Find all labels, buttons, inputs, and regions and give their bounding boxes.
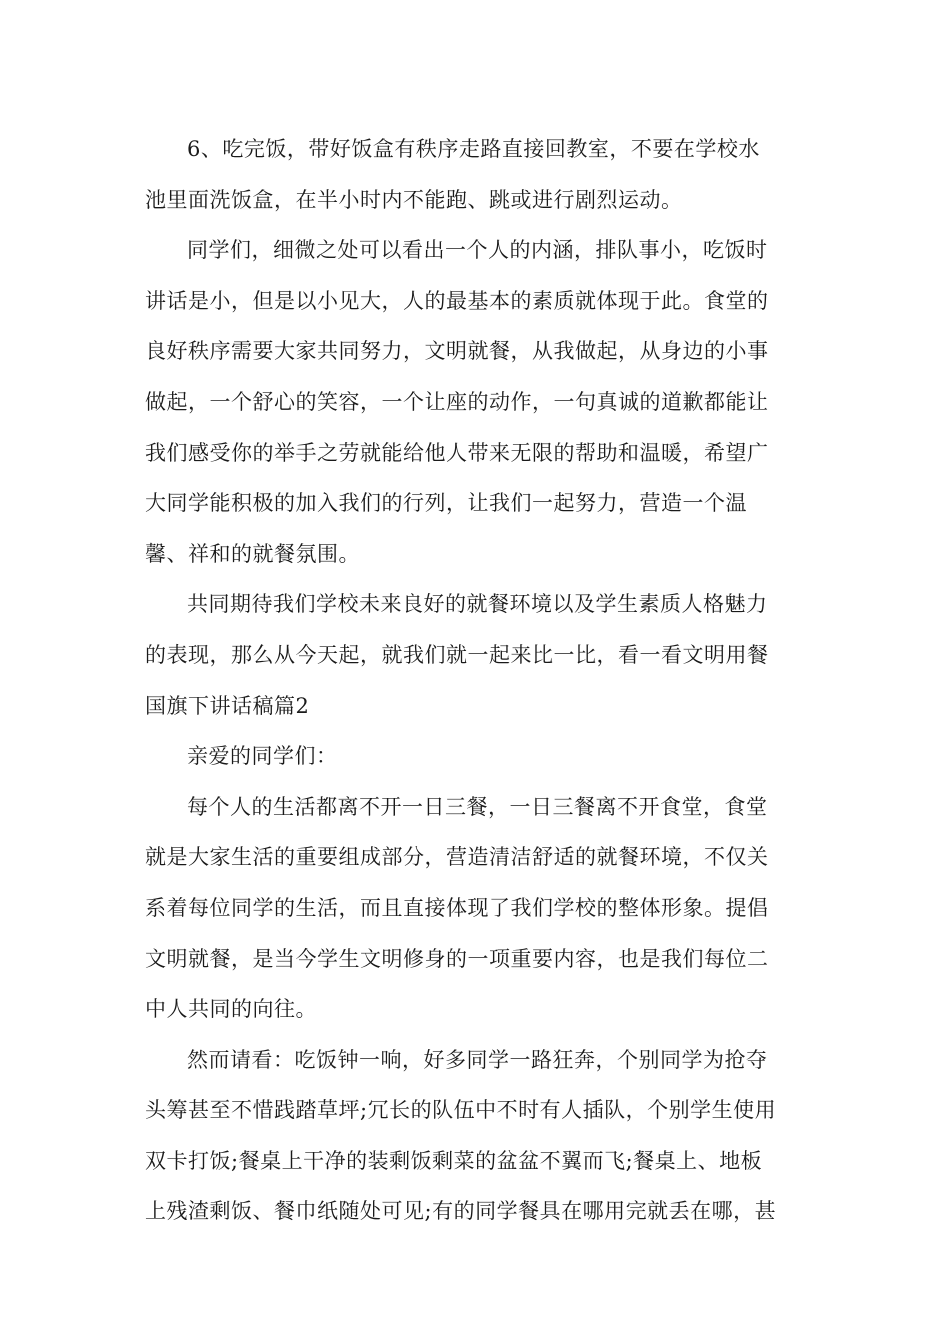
- text-line: 系着每位同学的生活，而且直接体现了我们学校的整体形象。提倡: [145, 895, 769, 920]
- paragraph-4: [145, 782, 809, 1035]
- text-line: 馨、祥和的就餐氛围。: [145, 541, 360, 566]
- document-page: [145, 124, 809, 1237]
- text-line: 中人共同的向往。: [145, 997, 317, 1022]
- paragraph-1: [145, 124, 809, 225]
- paragraph-2: [145, 225, 809, 579]
- text-line: 就是大家生活的重要组成部分，营造清洁舒适的就餐环境，不仅关: [145, 845, 769, 870]
- text-line: 我们感受你的举手之劳就能给他人带来无限的帮助和温暖，希望广: [145, 440, 769, 465]
- heading-text: 国旗下讲话稿篇2: [145, 693, 310, 718]
- text-line: 做起，一个舒心的笑容，一个让座的动作，一句真诚的道歉都能让: [145, 389, 769, 414]
- text-line: 良好秩序需要大家共同努力，文明就餐，从我做起，从身边的小事: [145, 339, 769, 364]
- text-line: 同学们，细微之处可以看出一个人的内涵，排队事小，吃饭时: [187, 238, 768, 263]
- section-heading: [145, 681, 809, 732]
- text-line: 然而请看：吃饭钟一响，好多同学一路狂奔，个别同学为抢夺: [187, 1047, 768, 1072]
- text-line: 头筹甚至不惜践踏草坪;冗长的队伍中不时有人插队，个别学生使用: [145, 1098, 777, 1123]
- paragraph-3: [145, 579, 809, 680]
- text-line: 大同学能积极的加入我们的行列，让我们一起努力，营造一个温: [145, 491, 747, 516]
- text-line: 文明就餐，是当今学生文明修身的一项重要内容，也是我们每位二: [145, 946, 769, 971]
- text-line: 双卡打饭;餐桌上干净的装剩饭剩菜的盆盆不翼而飞;餐桌上、地板: [145, 1148, 763, 1173]
- text-line: 共同期待我们学校未来良好的就餐环境以及学生素质人格魅力: [187, 592, 768, 617]
- text-line: 的表现，那么从今天起，就我们就一起来比一比，看一看文明用餐: [145, 642, 769, 667]
- text-line: 6、吃完饭，带好饭盒有秩序走路直接回教室，不要在学校水: [187, 137, 760, 161]
- salutation: [145, 731, 809, 782]
- text-line: 池里面洗饭盒，在半小时内不能跑、跳或进行剧烈运动。: [145, 187, 683, 212]
- text-line: 每个人的生活都离不开一日三餐，一日三餐离不开食堂，食堂: [187, 794, 768, 819]
- text-line: 上残渣剩饭、餐巾纸随处可见;有的同学餐具在哪用完就丢在哪，甚: [145, 1199, 777, 1224]
- paragraph-5: [145, 1035, 809, 1237]
- text-line: 亲爱的同学们：: [187, 744, 338, 769]
- text-line: 讲话是小，但是以小见大，人的最基本的素质就体现于此。食堂的: [145, 288, 769, 313]
